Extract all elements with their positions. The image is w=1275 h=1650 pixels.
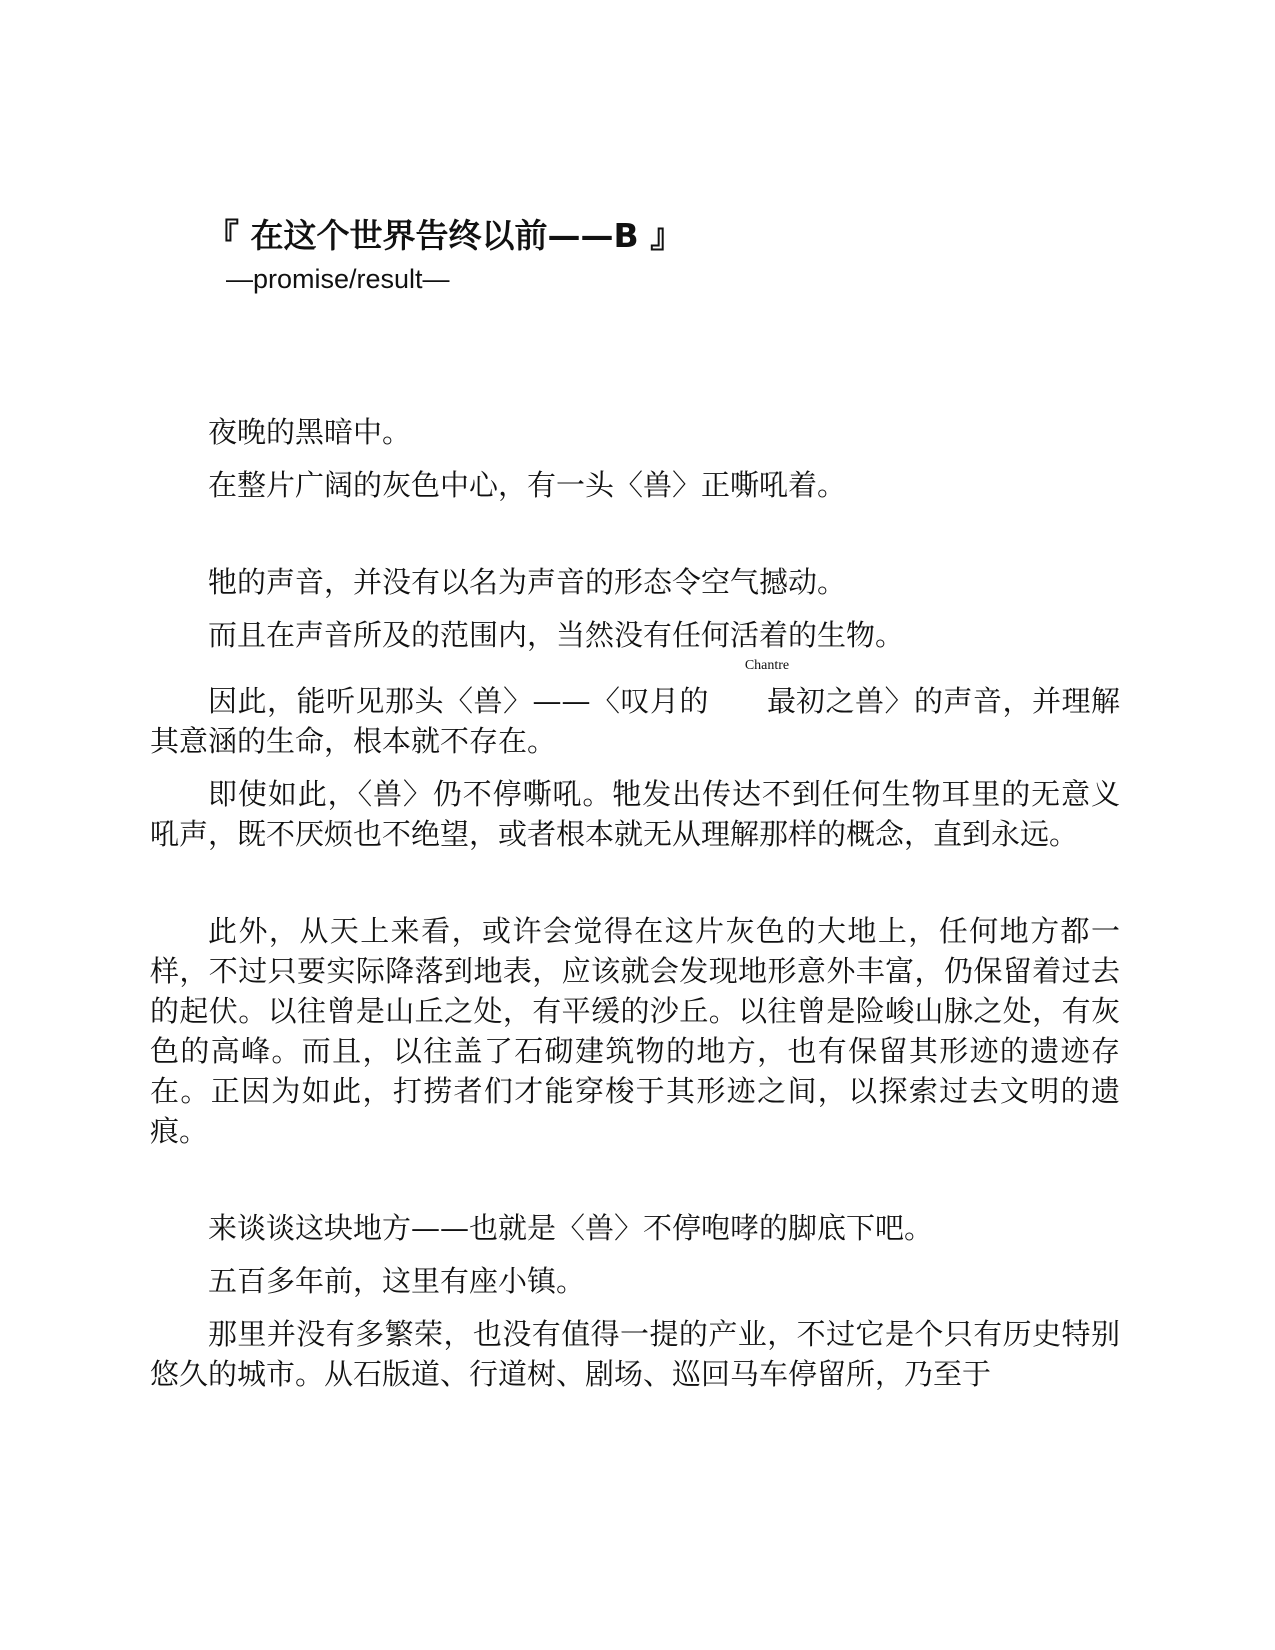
paragraph-5-after: 之兽〉的声音，并理解其意涵的生命，根本就不存在。 bbox=[150, 684, 1120, 758]
chapter-heading bbox=[206, 214, 683, 296]
paragraph-7: 此外，从天上来看，或许会觉得在这片灰色的大地上，任何地方都一样，不过只要实际降落到地表，应该就会发现地形意外丰富，仍保留着过去的起伏。以往曾是山丘之处，有平缓的沙丘。以往曾是险峻山脉之处，有灰色的高峰。而且，以往盖了石砌建筑物的地方，也有保留其形迹的遗迹存在。正因为如此，打捞者们才能穿梭于其形迹之间，以探索过去文明的遗痕。 bbox=[150, 914, 1120, 1148]
paragraph-8: 来谈谈这块地方——也就是〈兽〉不停咆哮的脚底下吧。 bbox=[208, 1211, 934, 1245]
section-gap bbox=[150, 518, 1120, 562]
body-text bbox=[150, 412, 1120, 1407]
paragraph-6: 即使如此，〈兽〉仍不停嘶吼。牠发出传达不到任何生物耳里的无意义吼声，既不厌烦也不绝望，或者根本就无从理解那样的概念，直到永远。 bbox=[150, 777, 1120, 851]
paragraph-4: 而且在声音所及的范围内，当然没有任何活着的生物。 bbox=[208, 618, 905, 652]
paragraph-5 bbox=[150, 658, 1120, 761]
paragraph-9: 五百多年前，这里有座小镇。 bbox=[208, 1264, 586, 1298]
paragraph-10: 那里并没有多繁荣，也没有值得一提的产业，不过它是个只有历史特别悠久的城市。从石版道、行道树、剧场、巡回马车停留所，乃至于 bbox=[150, 1317, 1120, 1391]
paragraph-5-before: 因此，能听见那头〈兽〉——〈叹月的 bbox=[208, 684, 709, 718]
chapter-title: 『 在这个世界告终以前——B 』 bbox=[206, 216, 684, 255]
chapter-subtitle: —promise/result— bbox=[226, 264, 450, 294]
section-gap bbox=[150, 1164, 1120, 1208]
paragraph-1: 夜晚的黑暗中。 bbox=[208, 415, 412, 449]
ruby-annotated-word bbox=[709, 658, 825, 721]
ruby-annotation: Chantre bbox=[744, 658, 790, 673]
section-gap bbox=[150, 867, 1120, 911]
paragraph-3: 牠的声音，并没有以名为声音的形态令空气撼动。 bbox=[208, 565, 847, 599]
ruby-base: 最初 bbox=[766, 684, 825, 718]
paragraph-2: 在整片广阔的灰色中心，有一头〈兽〉正嘶吼着。 bbox=[208, 468, 847, 502]
